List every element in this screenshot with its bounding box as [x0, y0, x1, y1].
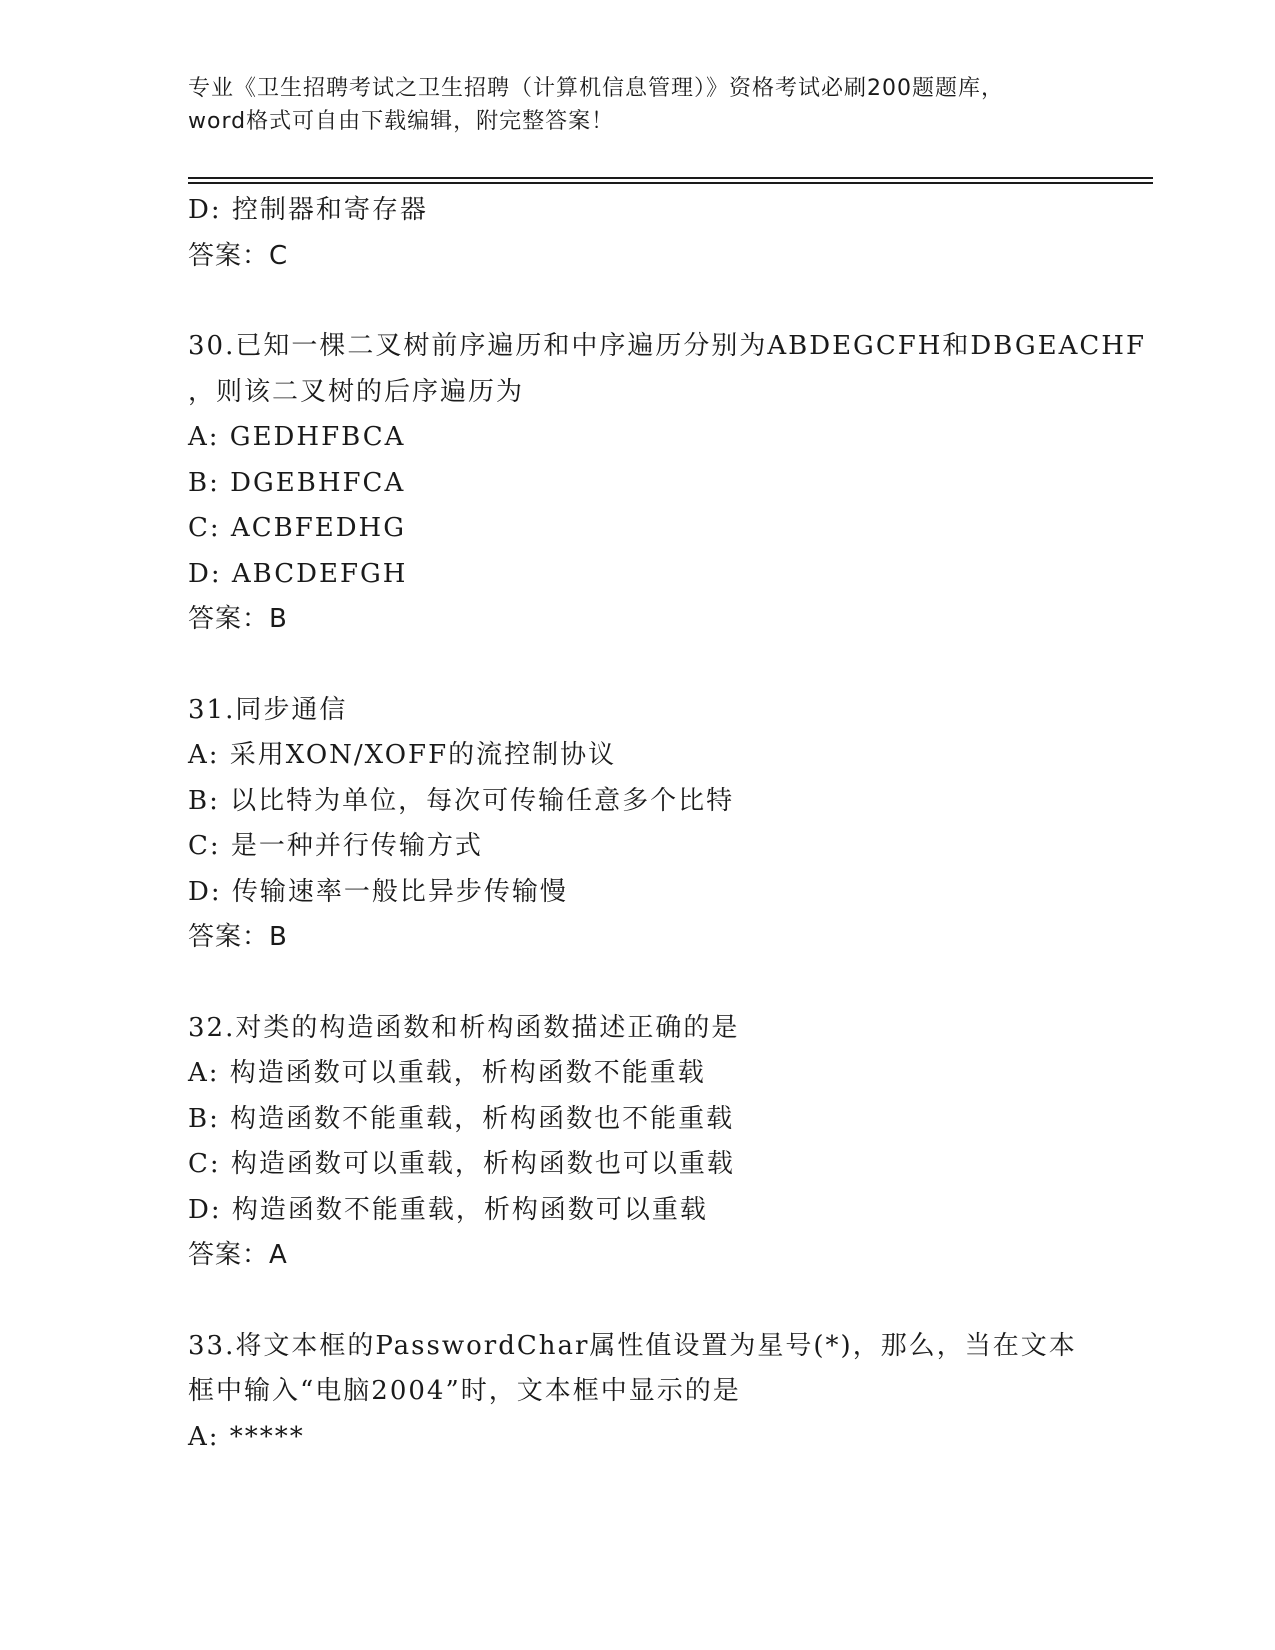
q30-stem-line-1: 30.已知一棵二叉树前序遍历和中序遍历分别为ABDEGCFH和DBGEACHF — [188, 331, 1147, 361]
q32-option-a: A: 构造函数可以重载，析构函数不能重载 — [188, 1058, 706, 1088]
question-32 — [188, 1006, 1108, 1279]
question-30 — [188, 324, 1147, 643]
q30-option-a: A: GEDHFBCA — [188, 422, 406, 452]
q29-answer: 答案：C — [188, 240, 289, 271]
question-33 — [188, 1324, 1108, 1461]
question-content — [188, 188, 1147, 1460]
q32-option-c: C: 构造函数可以重载，析构函数也可以重载 — [188, 1149, 735, 1179]
q33-stem-line-2: 框中输入“电脑2004”时，文本框中显示的是 — [188, 1376, 741, 1406]
q32-stem-line-1: 32.对类的构造函数和析构函数描述正确的是 — [188, 1012, 740, 1043]
q32-option-b: B: 构造函数不能重载，析构函数也不能重载 — [188, 1103, 735, 1134]
q33-option-a: A: ***** — [188, 1421, 305, 1452]
q33-stem-line-1: 33.将文本框的PasswordChar属性值设置为星号(*)，那么，当在文本 — [188, 1330, 1077, 1361]
q30-option-d: D: ABCDEFGH — [188, 558, 408, 589]
q31-option-b: B: 以比特为单位，每次可传输任意多个比特 — [188, 785, 735, 816]
question-31 — [188, 688, 1108, 961]
header-divider-thin — [188, 182, 1153, 184]
q31-option-a: A: 采用XON/XOFF的流控制协议 — [188, 740, 617, 770]
document-header — [188, 72, 1088, 138]
q30-option-b: B: DGEBHFCA — [188, 467, 406, 498]
q31-option-d: D: 传输速率一般比异步传输慢 — [188, 876, 568, 907]
q32-answer: 答案：A — [188, 1240, 288, 1270]
question-29-tail — [188, 188, 1108, 279]
q30-answer: 答案：B — [188, 604, 288, 634]
header-title-line-2: word格式可自由下载编辑，附完整答案！ — [188, 109, 615, 134]
header-divider-thick — [188, 177, 1153, 179]
q30-option-c: C: ACBFEDHG — [188, 513, 407, 543]
q29-option-d: D: 控制器和寄存器 — [188, 195, 428, 225]
q32-option-d: D: 构造函数不能重载，析构函数可以重载 — [188, 1194, 708, 1225]
q31-option-c: C: 是一种并行传输方式 — [188, 831, 483, 861]
q30-stem-line-2: ，则该二叉树的后序遍历为 — [188, 376, 525, 407]
q31-answer: 答案：B — [188, 922, 288, 952]
header-title-line-1: 专业《卫生招聘考试之卫生招聘（计算机信息管理）》资格考试必刷200题题库， — [188, 76, 1004, 101]
q31-stem-line-1: 31.同步通信 — [188, 694, 348, 725]
